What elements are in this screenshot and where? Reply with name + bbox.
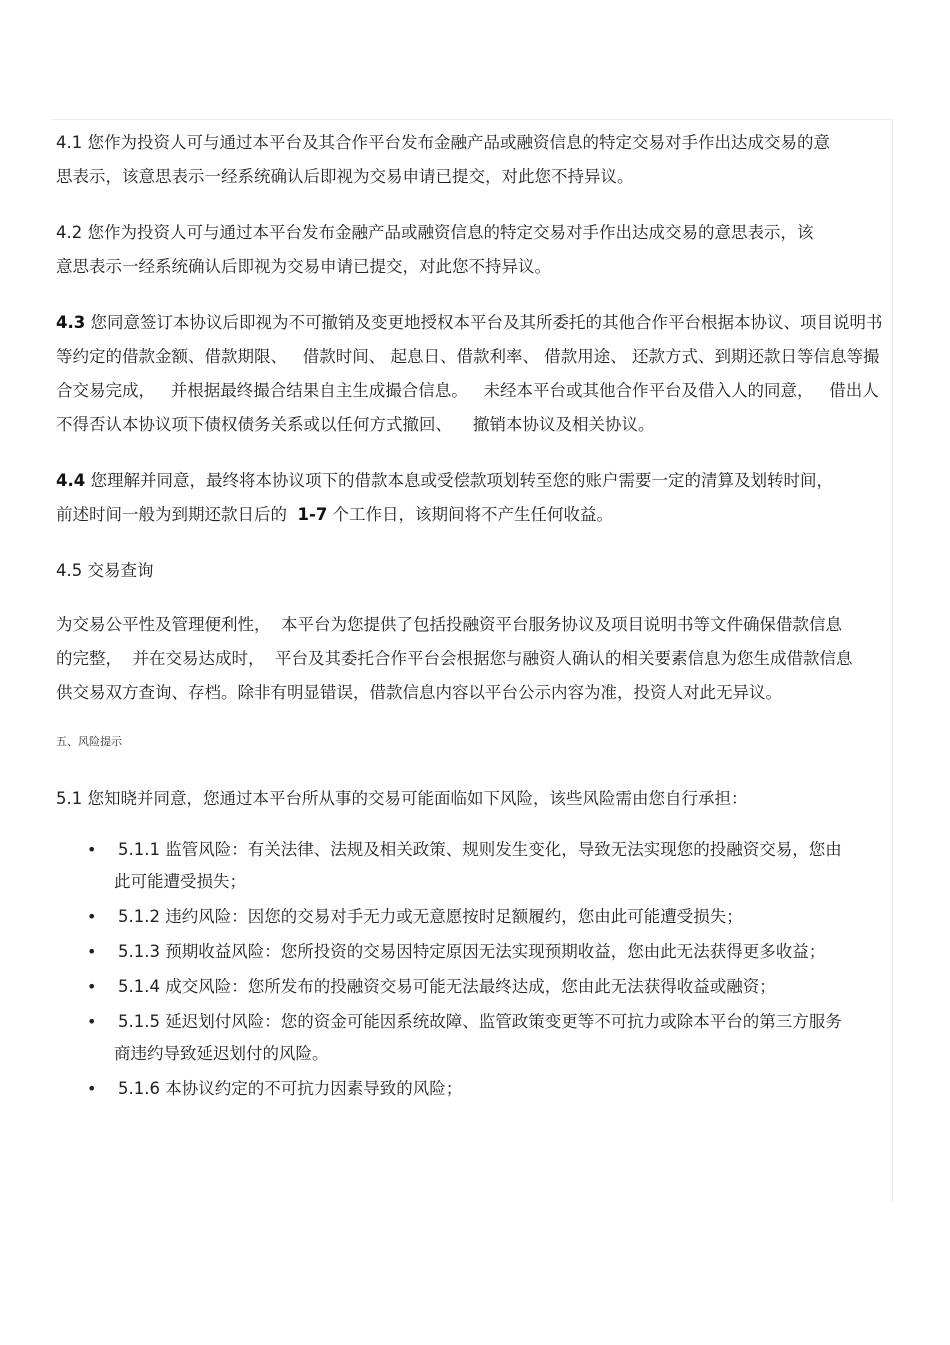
risk-item: [56, 1073, 854, 1105]
risk-text: 预期收益风险：您所投资的交易因特定原因无法实现预期收益，您由此无法获得更多收益；: [165, 942, 826, 961]
bullet-icon: •: [87, 907, 97, 926]
risk-item: [56, 834, 854, 898]
clause-text: 您作为投资人可与通过本平台及其合作平台发布金融产品或融资信息的特定交易对手作出达成交易的意思表示，该意思表示一经系统确认后即视为交易申请已提交，对此您不持异议。: [56, 133, 830, 186]
clause-4-1: [56, 126, 846, 194]
risk-list: [56, 834, 890, 1105]
bullet-icon: •: [87, 840, 97, 859]
clause-number: 4.2: [56, 223, 83, 242]
risk-number: 5.1.5: [118, 1012, 160, 1031]
bullet-icon: •: [87, 1079, 97, 1098]
risk-number: 5.1.4: [118, 977, 160, 996]
clause-text: 您同意签订本协议后即视为不可撤销及变更地授权本平台及其所委托的其他合作平台根据本协议、项目说明书等约定的借款金额、借款期限、 借款时间、 起息日、借款利率、 借款用途、 还款方式、到期还款日等信息等撮合交易完成， 并根据最终撮合结果自主生成撮合信息。 未经本平台或其他合作平台及借入人的同意， 借出人不得否认本协议项下债权债务关系或以任何方式撤回、 撤销本协议及相关协议。: [56, 313, 883, 434]
clause-text: 您理解并同意，最终将本协议项下的借款本息或受偿款项划转至您的账户需要一定的清算及划转时间，前述时间一般为到期还款日后的: [56, 471, 833, 524]
document-body: [56, 126, 890, 1108]
clause-4-4: [56, 464, 846, 532]
risk-text: 本协议约定的不可抗力因素导致的风险；: [165, 1079, 463, 1098]
risk-item: [56, 901, 854, 933]
section-heading-risk: 五、风险提示: [56, 735, 122, 748]
bullet-icon: •: [87, 1012, 97, 1031]
risk-text: 违约风险：因您的交易对手无力或无意愿按时足额履约，您由此可能遭受损失；: [165, 907, 743, 926]
clause-4-5-body: 为交易公平性及管理便利性， 本平台为您提供了包括投融资平台服务协议及项目说明书等文件确保借款信息的完整， 并在交易达成时， 平台及其委托合作平台会根据您与融资人确认的相关要素信息为您生成借款信息供交易双方查询、存档。除非有明显错误，借款信息内容以平台公示内容为准，投资人对此无异议。: [56, 615, 853, 702]
risk-text: 延迟划付风险：您的资金可能因系统故障、监管政策变更等不可抗力或除本平台的第三方服务商违约导致延迟划付的风险。: [114, 1012, 842, 1063]
risk-number: 5.1.6: [118, 1079, 160, 1098]
clause-4-5-title: 4.5 交易查询: [56, 561, 154, 580]
clause-4-2: [56, 216, 826, 284]
days-range: 1-7: [297, 505, 328, 524]
risk-text: 成交风险：您所发布的投融资交易可能无法最终达成，您由此无法获得收益或融资；: [165, 977, 776, 996]
risk-item: [56, 936, 854, 968]
risk-number: 5.1.3: [118, 942, 160, 961]
risk-text: 监管风险：有关法律、法规及相关政策、规则发生变化，导致无法实现您的投融资交易，您由此可能遭受损失；: [114, 840, 842, 891]
risk-item: [56, 971, 854, 1003]
clause-number: 4.4: [56, 471, 86, 490]
clause-text: 您作为投资人可与通过本平台发布金融产品或融资信息的特定交易对手作出达成交易的意思表示，该意思表示一经系统确认后即视为交易申请已提交，对此您不持异议。: [56, 223, 814, 276]
bullet-icon: •: [87, 942, 97, 961]
bullet-icon: •: [87, 977, 97, 996]
risk-number: 5.1.1: [118, 840, 160, 859]
clause-text-end: 个工作日，该期间将不产生任何收益。: [327, 505, 614, 524]
clause-number: 4.1: [56, 133, 83, 152]
risk-number: 5.1.2: [118, 907, 160, 926]
clause-5-1: 5.1 您知晓并同意，您通过本平台所从事的交易可能面临如下风险，该些风险需由您自行承担：: [56, 789, 748, 808]
risk-item: [56, 1006, 854, 1070]
clause-number: 4.3: [56, 313, 86, 332]
clause-4-3: [56, 306, 890, 442]
